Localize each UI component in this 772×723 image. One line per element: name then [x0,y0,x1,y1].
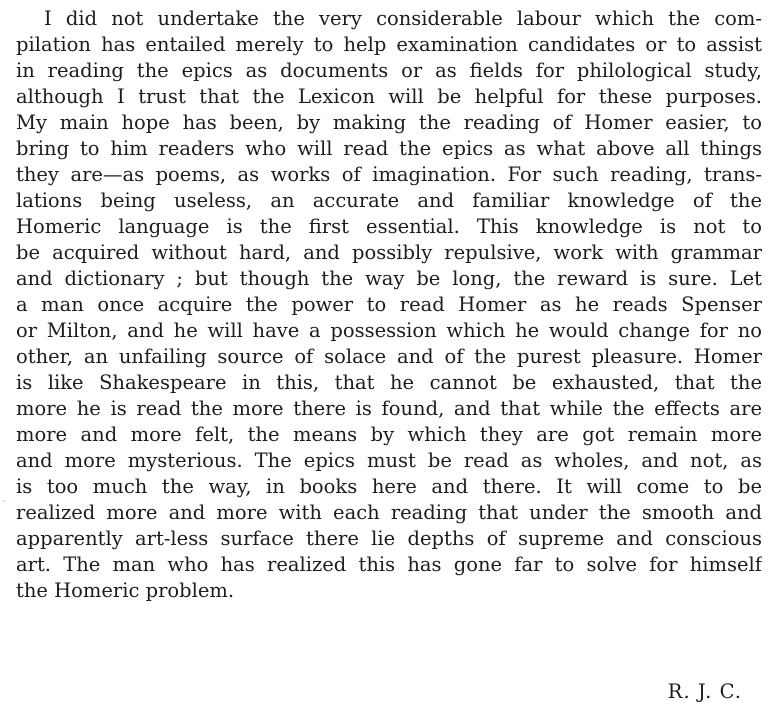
text-line: in reading the epics as documents or as fields for philological study, [16,59,762,82]
text-line: I did not undertake the very considerable labour which the com- [44,7,762,30]
preface-body [16,6,762,604]
text-line: and dictionary ; but though the way be long, the reward is sure. Let [16,267,762,290]
text-line: pilation has entailed merely to help examination candidates or to assist [16,33,762,56]
text-line: and more mysterious. The epics must be read as wholes, and not, as [16,449,762,472]
text-line: bring to him readers who will read the epics as what above all things [16,137,762,160]
text-line: realized more and more with each reading that under the smooth and [16,501,762,524]
text-line: although I trust that the Lexicon will be helpful for these purposes. [16,85,762,108]
page-speck [3,500,5,502]
text-line: or Milton, and he will have a possession which he would change for no [16,319,762,342]
author-signature: R. J. C. [667,680,742,703]
text-line: art. The man who has realized this has gone far to solve for himself [16,553,762,576]
text-line: they are—as poems, as works of imagination. For such reading, trans- [16,163,762,186]
text-line: the Homeric problem. [16,579,235,602]
text-line: other, an unfailing source of solace and of the purest pleasure. Homer [16,345,762,368]
text-line: Homeric language is the first essential. This knowledge is not to [16,215,762,238]
text-line: lations being useless, an accurate and familiar knowledge of the [16,189,762,212]
text-line: is too much the way, in books here and there. It will come to be [16,475,762,498]
text-line: a man once acquire the power to read Homer as he reads Spenser [16,293,762,316]
text-line: is like Shakespeare in this, that he cannot be exhausted, that the [16,371,762,394]
text-line: My main hope has been, by making the reading of Homer easier, to [16,111,762,134]
text-line: apparently art-less surface there lie depths of supreme and conscious [16,527,762,550]
text-line: be acquired without hard, and possibly repulsive, work with grammar [16,241,762,264]
text-line: more and more felt, the means by which they are got remain more [16,423,762,446]
text-line: more he is read the more there is found, and that while the effects are [16,397,762,420]
